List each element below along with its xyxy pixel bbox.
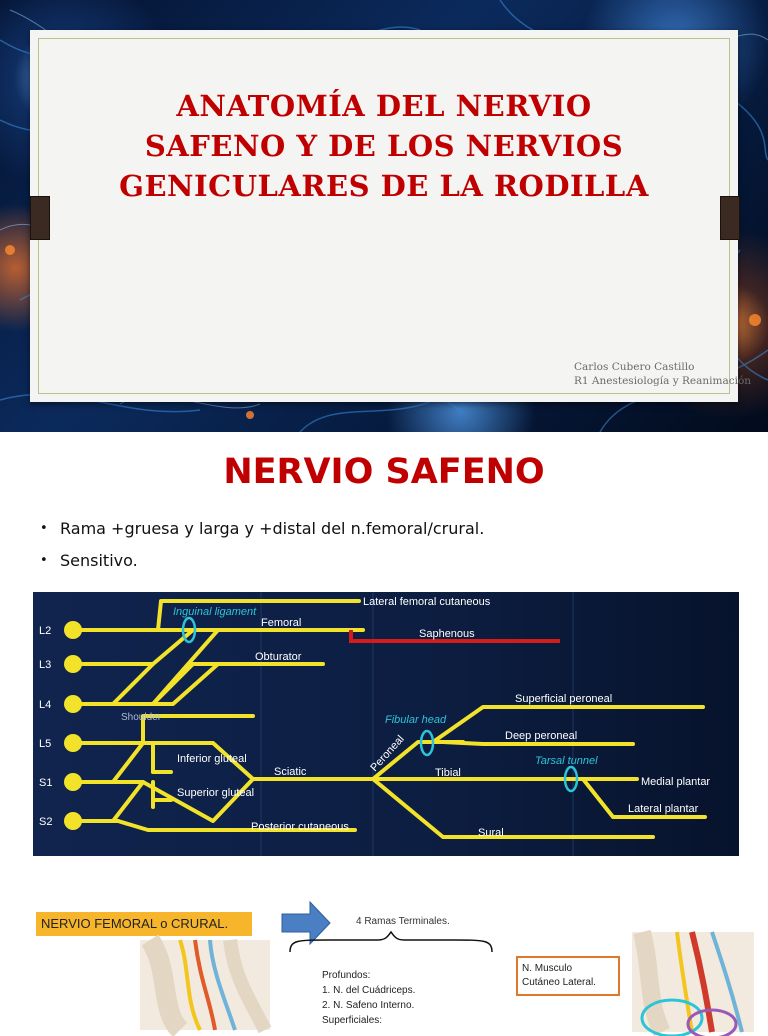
label-saphenous: Saphenous xyxy=(419,628,475,640)
author-block xyxy=(574,360,752,388)
slide-heading: NERVIO SAFENO xyxy=(223,452,545,492)
label-sural: Sural xyxy=(478,827,504,839)
bullet-item xyxy=(40,518,484,550)
label-medial-plantar: Medial plantar xyxy=(641,776,711,788)
profundos-item: 2. N. Safeno Interno. xyxy=(322,1000,415,1011)
superficiales-label: Superficiales: xyxy=(322,1015,383,1026)
author-name: Carlos Cubero Castillo xyxy=(574,361,695,373)
profundos-item: 1. N. del Cuádriceps. xyxy=(322,985,416,996)
label-deep-peroneal: Deep peroneal xyxy=(505,730,578,742)
label-posterior-cutaneous: Posterior cutaneous xyxy=(251,821,349,833)
root-label: L3 xyxy=(39,659,52,671)
label-peroneal: Peroneal xyxy=(368,733,407,775)
label-superior-gluteal: Superior gluteal xyxy=(177,787,255,799)
label-sciatic: Sciatic xyxy=(274,766,307,778)
anatomy-image-right xyxy=(632,932,754,1032)
title-line-3: GENICULARES DE LA RODILLA xyxy=(119,169,649,203)
musculo-cutaneo-box xyxy=(516,956,620,996)
leg-illustration-left xyxy=(140,940,270,1030)
musculo-line-1: N. Musculo xyxy=(522,963,573,974)
ramas-terminales-title: 4 Ramas Terminales. xyxy=(356,916,450,927)
root-label: S1 xyxy=(39,777,53,789)
anatomy-image-left xyxy=(140,940,270,1030)
label-lateral-plantar: Lateral plantar xyxy=(628,803,699,815)
title-line-1: ANATOMÍA DEL NERVIO xyxy=(176,89,592,123)
slide-title xyxy=(60,86,708,206)
root-label: L2 xyxy=(39,625,52,637)
label-femoral: Femoral xyxy=(261,617,302,629)
femoral-slide-preview xyxy=(0,898,768,1024)
label-shoulder: Shoulder xyxy=(121,712,162,723)
label-tarsal-tunnel: Tarsal tunnel xyxy=(535,755,598,767)
bullet-dot-icon: • xyxy=(40,521,48,536)
musculo-line-2: Cutáneo Lateral. xyxy=(522,977,596,988)
curly-brace-icon xyxy=(288,930,494,954)
label-tibial: Tibial xyxy=(435,767,461,779)
root-label: S2 xyxy=(39,816,53,828)
profundos-list xyxy=(322,968,415,1028)
root-label: L4 xyxy=(39,699,52,711)
label-obturator: Obturator xyxy=(255,651,302,663)
right-tab-decoration xyxy=(720,196,740,240)
title-line-2: SAFENO Y DE LOS NERVIOS xyxy=(144,129,624,163)
bullet-text: Rama +gruesa y larga y +distal del n.femoral/crural. xyxy=(60,519,485,538)
femoral-label: NERVIO FEMORAL o CRURAL. xyxy=(36,912,252,936)
bullet-dot-icon: • xyxy=(40,553,48,568)
leg-illustration-right xyxy=(632,932,754,1032)
profundos-label: Profundos: xyxy=(322,970,371,981)
root-label: L5 xyxy=(39,738,52,750)
label-fibular-head: Fibular head xyxy=(385,714,447,726)
title-slide xyxy=(0,0,768,432)
bullet-list xyxy=(40,518,484,582)
label-superficial-peroneal: Superficial peroneal xyxy=(515,693,613,705)
content-slide xyxy=(0,432,768,1024)
label-inferior-gluteal: Inferior gluteal xyxy=(177,753,247,765)
nerve-diagram xyxy=(33,592,739,856)
label-lateral-femoral-cutaneous: Lateral femoral cutaneous xyxy=(363,596,491,608)
bullet-item xyxy=(40,550,484,582)
author-role: R1 Anestesiología y Reanimación xyxy=(574,375,752,387)
left-tab-decoration xyxy=(30,196,50,240)
label-inguinal-ligament: Inguinal ligament xyxy=(173,606,257,618)
bullet-text: Sensitivo. xyxy=(60,551,138,570)
